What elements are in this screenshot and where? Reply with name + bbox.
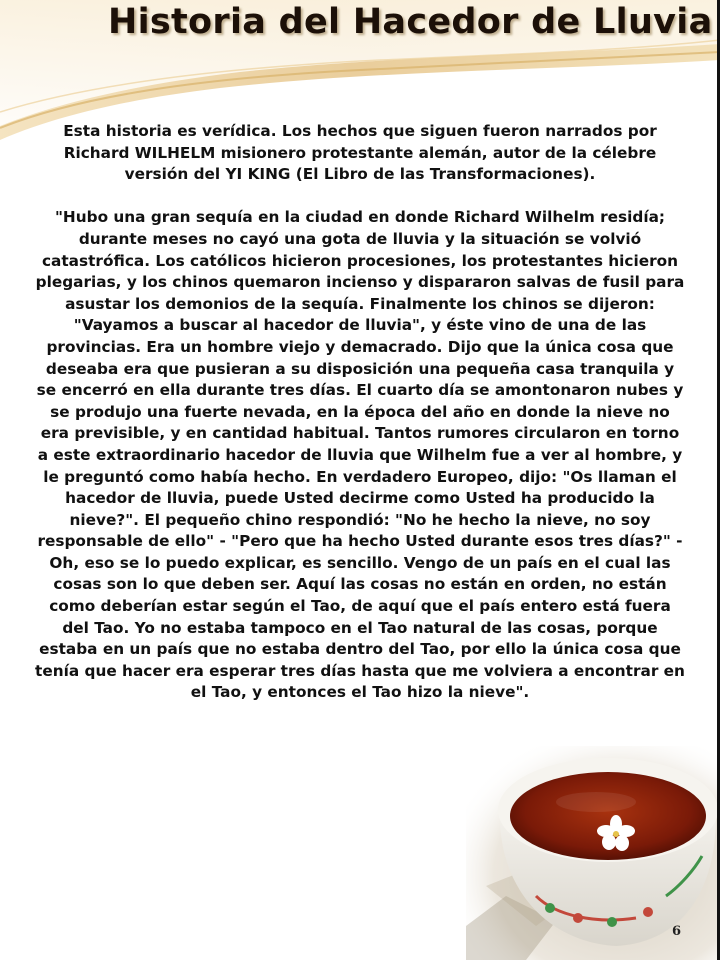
story-text <box>34 121 686 704</box>
tea-cup-image <box>466 746 720 960</box>
intro-paragraph: Esta historia es verídica. Los hechos que siguen fueron narrados por Richard WILHELM misionero protestante alemán, autor de la célebre versión del YI KING (El Libro de las Transformaciones). <box>63 122 657 184</box>
story-paragraph: "Hubo una gran sequía en la ciudad en donde Richard Wilhelm residía; durante meses no cayó una gota de lluvia y la situación se volvió catastrófica. Los católicos hicieron procesiones, los protestantes hicieron plegarias, y los chinos quemaron incienso y dispararon salvas de fusil para asustar los demonios de la sequía. Finalmente los chinos se dijeron: "Vayamos a buscar al hacedor de lluvia", y éste vino de una de las provincias. Era un hombre viejo y demacrado. Dijo que la única cosa que deseaba era que pusieran a su disposición una pequeña casa tranquila y se encerró en ella durante tres días. El cuarto día se amontonaron nubes y se produjo una fuerte nevada, en la época del año en donde la nieve no era previsible, y en cantidad habitual. Tantos rumores circularon en torno a este extraordinario hacedor de lluvia que Wilhelm fue a ver al hombre, y le preguntó como había hecho. En verdadero Europeo, dijo: "Os llaman el hacedor de lluvia, puede Usted decirme como Usted ha producido la nieve?". El pequeño chino respondió: "No he hecho la nieve, no soy responsable de ello" - "Pero que ha hecho Usted durante esos tres días?" - Oh, eso se lo puedo explicar, es sencillo. Vengo de un país en el cual las cosas son lo que deben ser. Aquí las cosas no están en orden, no están como deberían estar según el Tao, de aquí que el país entero está fuera del Tao. Yo no estaba tampoco en el Tao natural de las cosas, porque estaba en un país que no estaba dentro del Tao, por ello la única cosa que tenía que hacer era esperar tres días hasta que me volviera a encontrar en el Tao, y entonces el Tao hizo la nieve". <box>35 208 685 702</box>
page-number: 6 <box>672 924 682 939</box>
page-title: Historia del Hacedor de Lluvia <box>108 2 713 42</box>
